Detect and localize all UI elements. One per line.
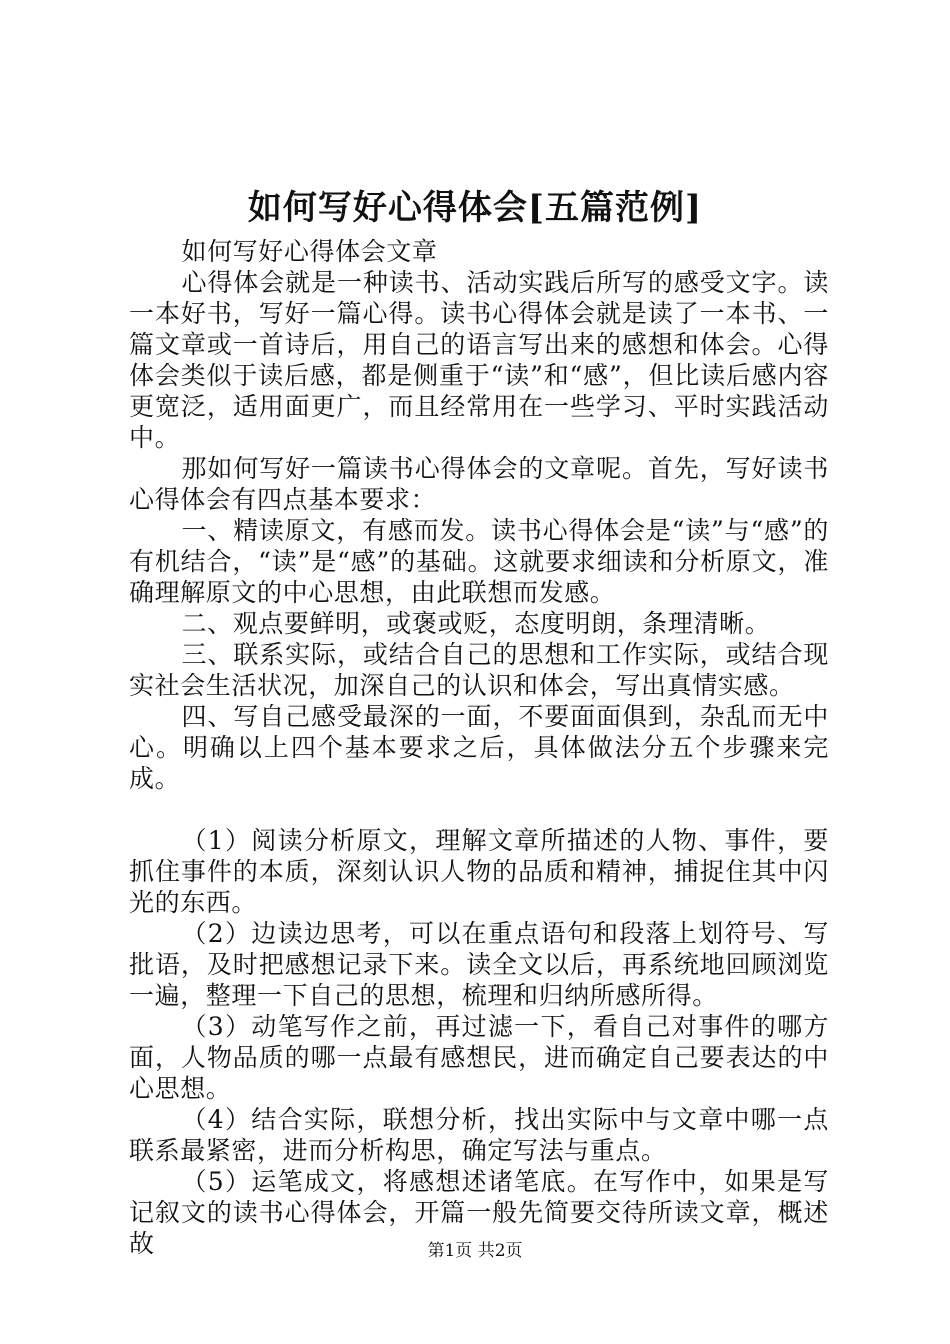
body-paragraph: 心得体会就是一种读书、活动实践后所写的感受文字。读一本好书，写好一篇心得。读书心得体会就是读了一本书、一篇文章或一首诗后，用自己的语言写出来的感想和体会。心得体会类似于读后感，都是侧重于“读”和“感”，但比读后感内容更宽泛，适用面更广，而且经常用在一些学习、平时实践活动中。: [129, 268, 829, 452]
subtitle-paragraph: 如何写好心得体会文章: [181, 237, 438, 266]
step-item: （3）动笔写作之前，再过滤一下，看自己对事件的哪方面，人物品质的哪一点最有感想民，进而确定自己要表达的中心思想。: [129, 1012, 829, 1103]
requirement-item: 四、写自己感受最深的一面，不要面面俱到，杂乱而无中心。明确以上四个基本要求之后，具体做法分五个步骤来完成。: [129, 702, 829, 793]
requirement-item: 一、精读原文，有感而发。读书心得体会是“读”与“感”的有机结合，“读”是“感”的基础。这就要求细读和分析原文，准确理解原文的中心思想，由此联想而发感。: [129, 516, 829, 607]
body-paragraph: 那如何写好一篇读书心得体会的文章呢。首先，写好读书心得体会有四点基本要求：: [129, 454, 829, 514]
step-item: （1）阅读分析原文，理解文章所描述的人物、事件，要抓住事件的本质，深刻认识人物的品质和精神，捕捉住其中闪光的东西。: [129, 826, 829, 917]
page-number-footer: 第1页 共2页: [427, 1241, 523, 1261]
step-item: （4）结合实际，联想分析，找出实际中与文章中哪一点联系最紧密，进而分析构思，确定写法与重点。: [129, 1105, 829, 1165]
step-item: （2）边读边思考，可以在重点语句和段落上划符号、写批语，及时把感想记录下来。读全文以后，再系统地回顾浏览一遍，整理一下自己的思想，梳理和归纳所感所得。: [129, 919, 829, 1010]
document-title: 如何写好心得体会[五篇范例]: [247, 188, 703, 228]
requirement-item: 三、联系实际，或结合自己的思想和工作实际，或结合现实社会生活状况，加深自己的认识和体会，写出真情实感。: [129, 640, 829, 700]
document-body: [129, 236, 829, 1259]
requirement-item: 二、观点要鲜明，或褒或贬，态度明朗，条理清晰。: [181, 609, 771, 638]
step-item: （5）运笔成文，将感想述诸笔底。在写作中，如果是写记叙文的读书心得体会，开篇一般先简要交待所读文章，概述故: [129, 1167, 829, 1258]
